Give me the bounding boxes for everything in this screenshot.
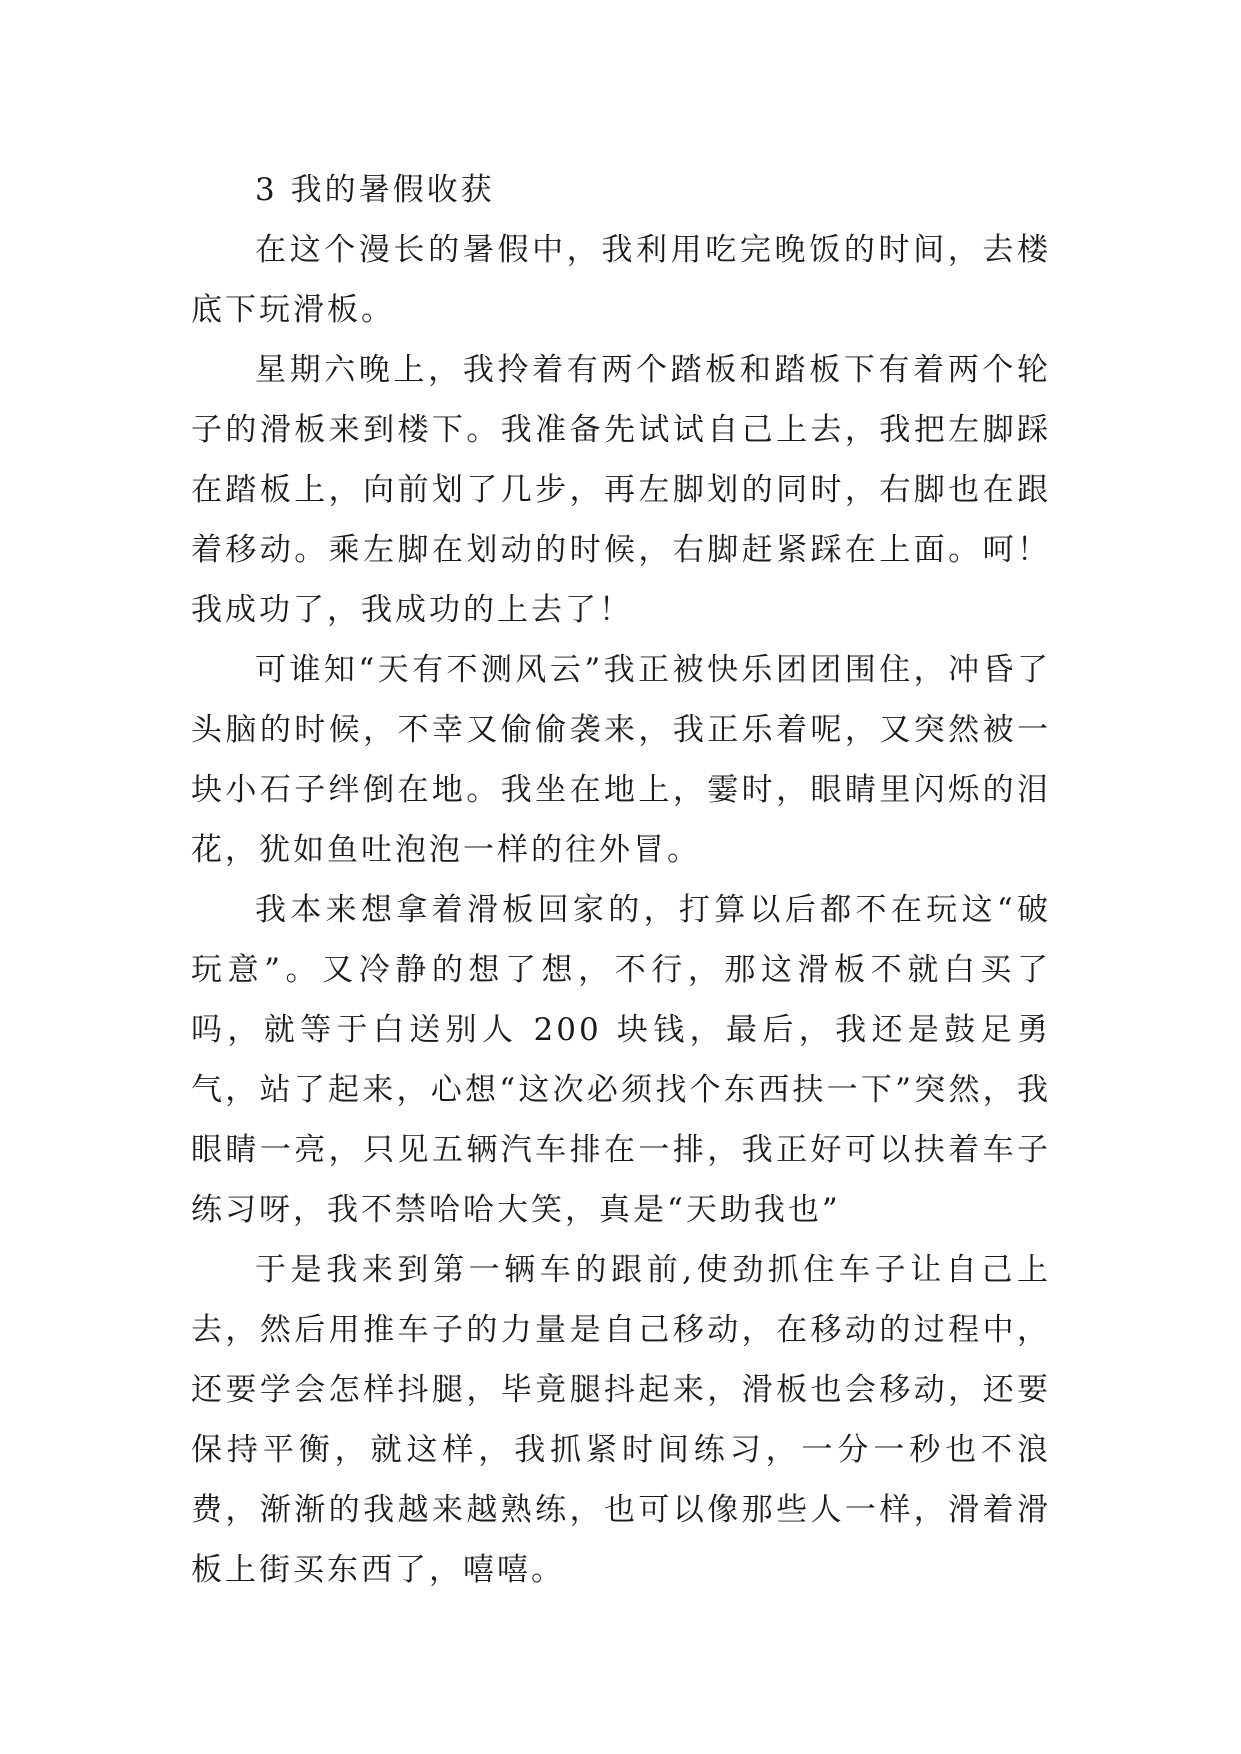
paragraph-1: 在这个漫长的暑假中，我利用吃完晚饭的时间，去楼底下玩滑板。 — [191, 232, 1051, 328]
paragraph-4: 我本来想拿着滑板回家的，打算以后都不在玩这“破玩意”。又冷静的想了想，不行，那这滑板不就白买了吗，就等于白送别人 200 块钱，最后，我还是鼓足勇气，站了起来，心想“这次必须找个东西扶一下”突然，我眼睛一亮，只见五辆汽车排在一排，我正好可以扶着车子练习呀，我不禁哈哈大笑，真是“天助我也” — [191, 892, 1051, 1228]
document-body — [191, 160, 1051, 1600]
paragraph-2: 星期六晚上，我拎着有两个踏板和踏板下有着两个轮子的滑板来到楼下。我准备先试试自己上去，我把左脚踩在踏板上，向前划了几步，再左脚划的同时，右脚也在跟着移动。乘左脚在划动的时候，右脚赶紧踩在上面。呵！我成功了，我成功的上去了！ — [191, 352, 1051, 628]
paragraph-3: 可谁知“天有不测风云”我正被快乐团团围住，冲昏了头脑的时候，不幸又偷偷袭来，我正乐着呢，又突然被一块小石子绊倒在地。我坐在地上，霎时，眼睛里闪烁的泪花，犹如鱼吐泡泡一样的往外冒。 — [191, 652, 1051, 868]
document-title: 3 我的暑假收获 — [255, 172, 495, 208]
paragraph-5: 于是我来到第一辆车的跟前,使劲抓住车子让自己上去，然后用推车子的力量是自己移动，在移动的过程中，还要学会怎样抖腿，毕竟腿抖起来，滑板也会移动，还要保持平衡，就这样，我抓紧时间练习，一分一秒也不浪费，渐渐的我越来越熟练，也可以像那些人一样，滑着滑板上街买东西了，嘻嘻。 — [191, 1252, 1051, 1588]
